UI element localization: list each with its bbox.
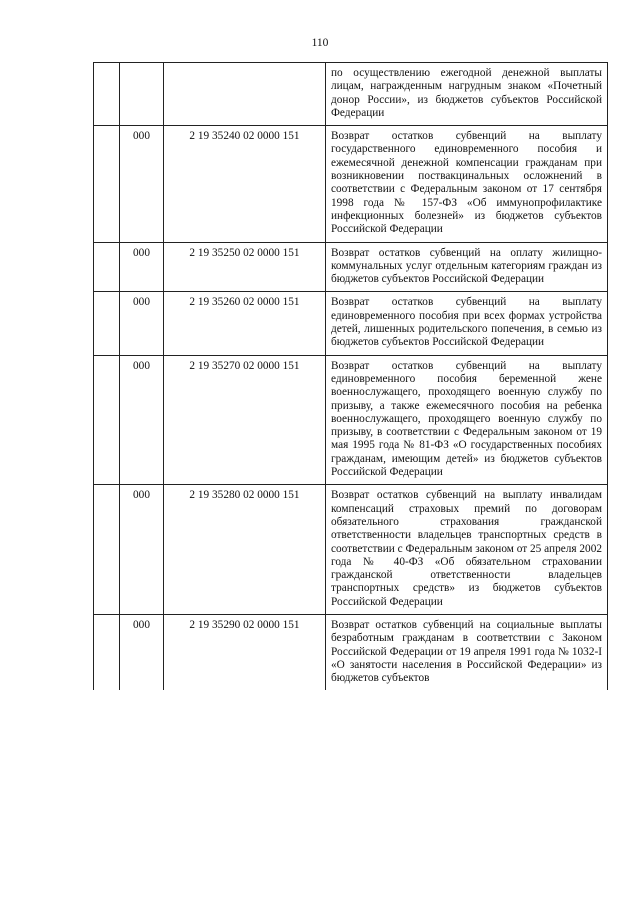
budget-code-cell: 2 19 35290 02 0000 151 [164,614,326,690]
table-row [94,63,608,126]
row-number-cell [94,63,120,126]
budget-code-cell: 2 19 35270 02 0000 151 [164,355,326,485]
budget-codes-table [93,62,608,690]
admin-code-cell: 000 [120,485,164,615]
description-cell: по осуществлению ежегодной денежной выплаты лицам, награжденным нагрудным знаком «Почетный донор России», из бюджетов субъектов Российской Федерации [326,63,608,126]
table-row [94,242,608,292]
table-row [94,485,608,615]
table-row [94,614,608,690]
row-number-cell [94,292,120,355]
admin-code-cell: 000 [120,126,164,242]
budget-code-cell: 2 19 35280 02 0000 151 [164,485,326,615]
admin-code-cell: 000 [120,355,164,485]
table-row [94,355,608,485]
description-cell: Возврат остатков субвенций на социальные выплаты безработным гражданам в соответствии с Законом Российской Федерации от 19 апреля 1991 года № 1032-I «О занятости населения в Российской Федерации» из бюджетов субъектов [326,614,608,690]
admin-code-cell [120,63,164,126]
description-cell: Возврат остатков субвенций на выплату инвалидам компенсаций страховых премий по договорам обязательного страхования гражданской ответственности владельцев транспортных средств в соответствии с Федеральным законом от 25 апреля 2002 года № 40-ФЗ «Об обязательном страховании гражданской ответственности владельцев транспортных средств» из бюджетов субъектов Российской Федерации [326,485,608,615]
admin-code-cell: 000 [120,614,164,690]
table-row [94,126,608,242]
row-number-cell [94,614,120,690]
admin-code-cell: 000 [120,292,164,355]
row-number-cell [94,355,120,485]
description-cell: Возврат остатков субвенций на выплату государственного единовременного пособия и ежемесячной денежной компенсации гражданам при возникновении поствакцинальных осложнений в соответствии с Федеральным законом от 17 сентября 1998 года № 157-ФЗ «Об иммунопрофилактике инфекционных болезней» из бюджетов субъектов Российской Федерации [326,126,608,242]
description-cell: Возврат остатков субвенций на выплату единовременного пособия беременной жене военнослужащего, проходящего военную службу по призыву, а также ежемесячного пособия на ребенка военнослужащего, проходящего военную службу по призыву, в соответствии с Федеральным законом от 19 мая 1995 года № 81-ФЗ «О государственных пособиях гражданам, имеющим детей» из бюджетов субъектов Российской Федерации [326,355,608,485]
admin-code-cell: 000 [120,242,164,292]
budget-code-cell [164,63,326,126]
row-number-cell [94,242,120,292]
row-number-cell [94,126,120,242]
row-number-cell [94,485,120,615]
budget-code-cell: 2 19 35260 02 0000 151 [164,292,326,355]
description-cell: Возврат остатков субвенций на выплату единовременного пособия при всех формах устройства детей, лишенных родительского попечения, в семью из бюджетов субъектов Российской Федерации [326,292,608,355]
budget-code-cell: 2 19 35240 02 0000 151 [164,126,326,242]
budget-code-cell: 2 19 35250 02 0000 151 [164,242,326,292]
description-cell: Возврат остатков субвенций на оплату жилищно-коммунальных услуг отдельным категориям граждан из бюджетов субъектов Российской Федерации [326,242,608,292]
table-row [94,292,608,355]
page-number: 110 [311,37,329,49]
